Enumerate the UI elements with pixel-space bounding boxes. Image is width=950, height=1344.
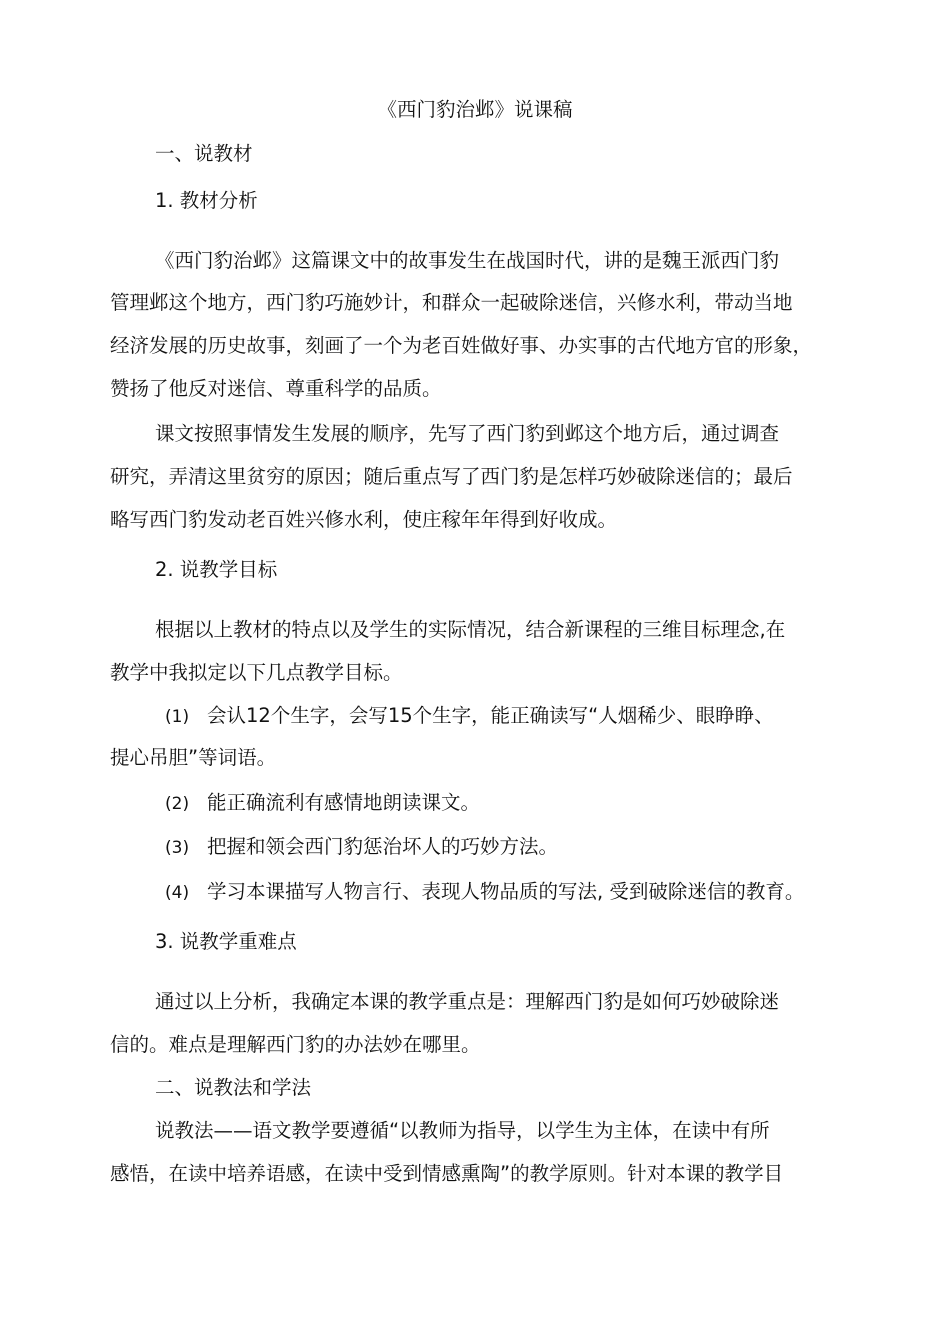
goal-text: 学习本课描写人物言行、表现人物品质的写法, 受到破除迷信的教育。 xyxy=(207,880,805,903)
paragraph-line: 管理邺这个地方，西门豹巧施妙计，和群众一起破除迷信，兴修水利，带动当地 xyxy=(110,291,793,314)
paragraph-line: 赞扬了他反对迷信、尊重科学的品质。 xyxy=(110,377,442,400)
goal-text: 会认12个生字，会写15个生字，能正确读写“人烟稀少、眼睁睁、 xyxy=(207,704,774,727)
paragraph-line: 通过以上分析，我确定本课的教学重点是：理解西门豹是如何巧妙破除迷 xyxy=(155,990,780,1013)
subheading-teaching-goals: 2. 说教学目标 xyxy=(155,558,278,581)
list-number: (3) xyxy=(165,838,190,858)
goal-text: 能正确流利有感情地朗读课文。 xyxy=(207,791,481,814)
paragraph-line: 信的。难点是理解西门豹的办法妙在哪里。 xyxy=(110,1033,481,1056)
paragraph-line: 略写西门豹发动老百姓兴修水利，使庄稼年年得到好收成。 xyxy=(110,508,618,531)
document-title: 《西门豹治邺》说课稿 xyxy=(377,98,573,121)
paragraph-line: 《西门豹治邺》这篇课文中的故事发生在战国时代，讲的是魏王派西门豹 xyxy=(155,249,780,272)
paragraph-line: 教学中我拟定以下几点教学目标。 xyxy=(110,661,403,684)
list-number: (1) xyxy=(165,707,190,727)
goal-text: 把握和领会西门豹惩治坏人的巧妙方法。 xyxy=(207,835,559,858)
paragraph-line: 课文按照事情发生发展的顺序，先写了西门豹到邺这个地方后，通过调查 xyxy=(155,422,780,445)
list-number: (4) xyxy=(165,883,190,903)
paragraph-line: 根据以上教材的特点以及学生的实际情况，结合新课程的三维目标理念,在 xyxy=(155,618,786,641)
subheading-material-analysis: 1. 教材分析 xyxy=(155,189,258,212)
goal-item-1-cont: 提心吊胆”等词语。 xyxy=(110,746,277,769)
goal-item-4 xyxy=(165,879,804,906)
paragraph-line: 经济发展的历史故事，刻画了一个为老百姓做好事、办实事的古代地方官的形象， xyxy=(110,334,813,357)
goal-item-2 xyxy=(165,790,480,817)
goal-item-1 xyxy=(165,703,774,730)
list-number: (2) xyxy=(165,794,190,814)
paragraph-line: 说教法——语文教学要遵循“以教师为指导，以学生为主体，在读中有所 xyxy=(155,1119,770,1142)
subheading-key-points: 3. 说教学重难点 xyxy=(155,930,297,953)
section-heading-1: 一、说教材 xyxy=(155,142,253,165)
section-heading-2: 二、说教法和学法 xyxy=(155,1076,312,1099)
paragraph-line: 研究，弄清这里贫穷的原因；随后重点写了西门豹是怎样巧妙破除迷信的；最后 xyxy=(110,465,793,488)
goal-item-3 xyxy=(165,834,558,861)
paragraph-line: 感悟，在读中培养语感，在读中受到情感熏陶”的教学原则。针对本课的教学目 xyxy=(110,1162,784,1185)
